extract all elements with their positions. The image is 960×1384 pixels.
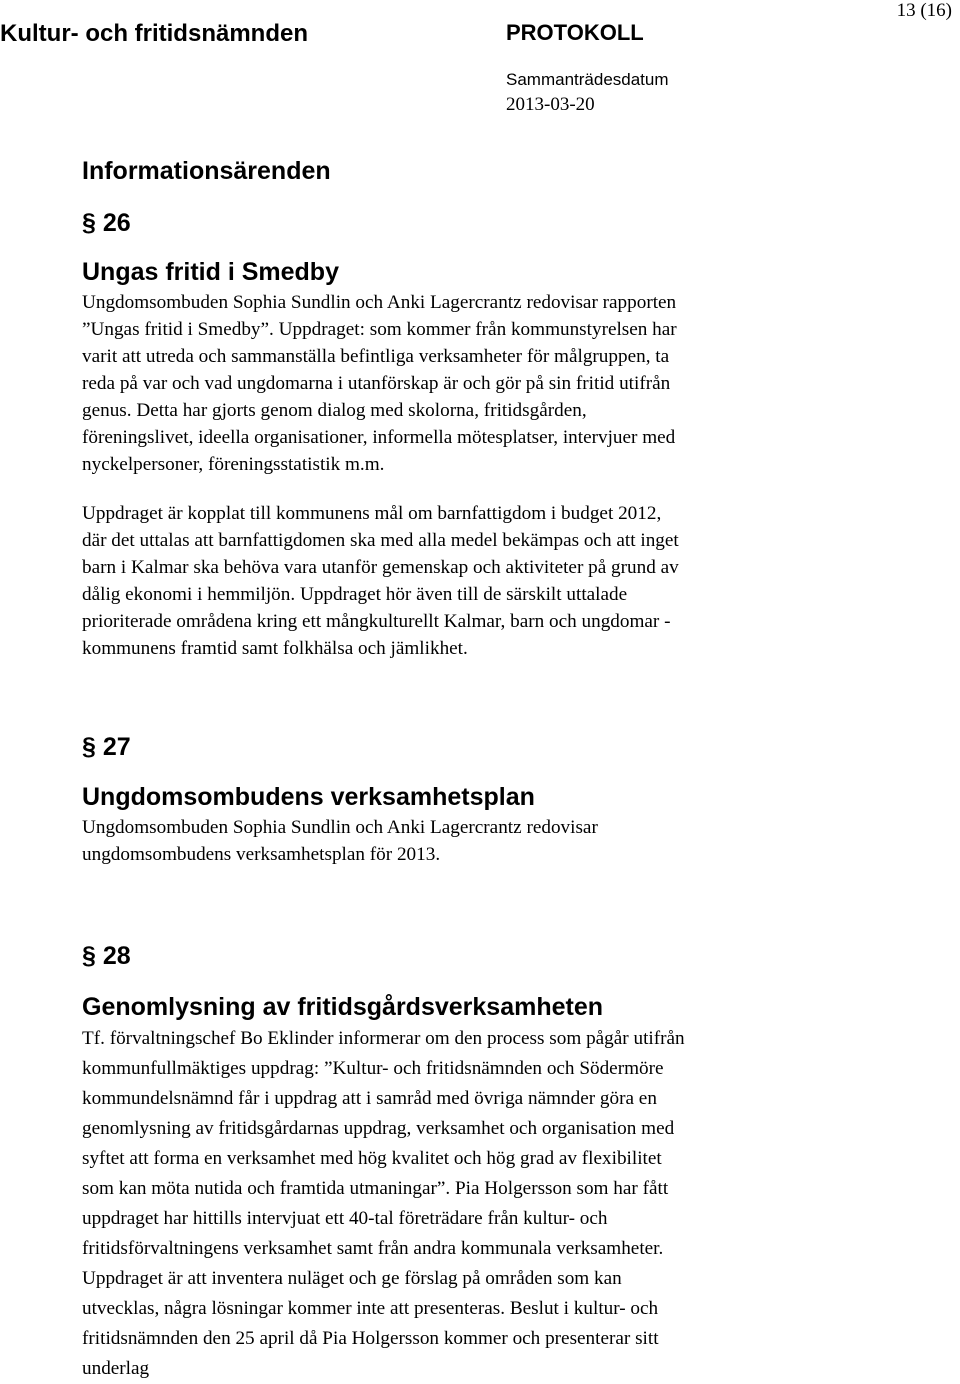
paragraph-symbol: § [82, 942, 96, 970]
paragraph-number [82, 209, 131, 238]
meeting-date: 2013-03-20 [506, 94, 595, 115]
document-type: PROTOKOLL [506, 20, 644, 45]
page-number: 13 (16) [896, 0, 952, 21]
item-paragraph: Tf. förvaltningschef Bo Eklinder informerar om den process som pågår utifrån kommunfullmäktiges uppdrag: ”Kultur- och fritidsnämnden och Södermöre kommundelsnämnd får i uppdrag att i samråd med övriga nämnder göra en genomlysning av fritidsgårdarnas uppdrag, verksamhet och organisation med syftet att forma en verksamhet med hög kvalitet och hög grad av flexibilitet som kan möta nutida och framtida utmaningar”. Pia Holgersson som har fått uppdraget har hittills intervjuat ett 40-tal företrädare från kultur- och fritidsförvaltningens verksamhet samt från andra kommunala verksamheter. Uppdraget är att inventera nuläget och ge förslag på områden som kan utvecklas, några lösningar kommer inte att presenteras. Beslut i kultur- och fritidsnämnden den 25 april då Pia Holgersson kommer och presenterar sitt underlag [82, 1028, 685, 1379]
paragraph-number [82, 942, 131, 971]
paragraph-number [82, 733, 131, 762]
item-paragraph: Ungdomsombuden Sophia Sundlin och Anki Lagercrantz redovisar rapporten ”Ungas fritid i Smedby”. Uppdraget: som kommer från kommunstyrelsen har varit att utreda och sammanställa befintliga verksamheter för målgruppen, ta reda på var och vad ungdomarna i utanförskap är och gör på sin fritid utifrån genus. Detta har gjorts genom dialog med skolorna, fritidsgården, föreningslivet, ideella organisationer, informella mötesplatser, intervjuer med nyckelpersoner, föreningsstatistik m.m. [82, 292, 677, 475]
paragraph-symbol: § [82, 209, 96, 237]
paragraph-number-value: 28 [102, 942, 131, 970]
paragraph-number-value: 27 [102, 733, 131, 761]
paragraph-symbol: § [82, 733, 96, 761]
paragraph-number-value: 26 [102, 209, 131, 237]
item-title: Ungdomsombudens verksamhetsplan [82, 783, 535, 811]
item-paragraph: Ungdomsombuden Sophia Sundlin och Anki Lagercrantz redovisar ungdomsombudens verksamhetsplan för 2013. [82, 817, 598, 865]
section-title: Informationsärenden [82, 157, 331, 185]
item-title: Ungas fritid i Smedby [82, 258, 339, 286]
organization-name: Kultur- och fritidsnämnden [0, 20, 308, 47]
item-title: Genomlysning av fritidsgårdsverksamheten [82, 993, 604, 1021]
item-paragraph: Uppdraget är kopplat till kommunens mål om barnfattigdom i budget 2012, där det uttalas att barnfattigdomen ska med alla medel bekämpas och att inget barn i Kalmar ska behöva vara utanför gemenskap och aktiviteter på grund av dålig ekonomi i hemmiljön. Uppdraget hör även till de särskilt uttalade prioriterade områdena kring ett mångkulturellt Kalmar, barn och ungdomar - kommunens framtid samt folkhälsa och jämlikhet. [82, 503, 679, 659]
meeting-date-label: Sammanträdesdatum [506, 70, 669, 89]
